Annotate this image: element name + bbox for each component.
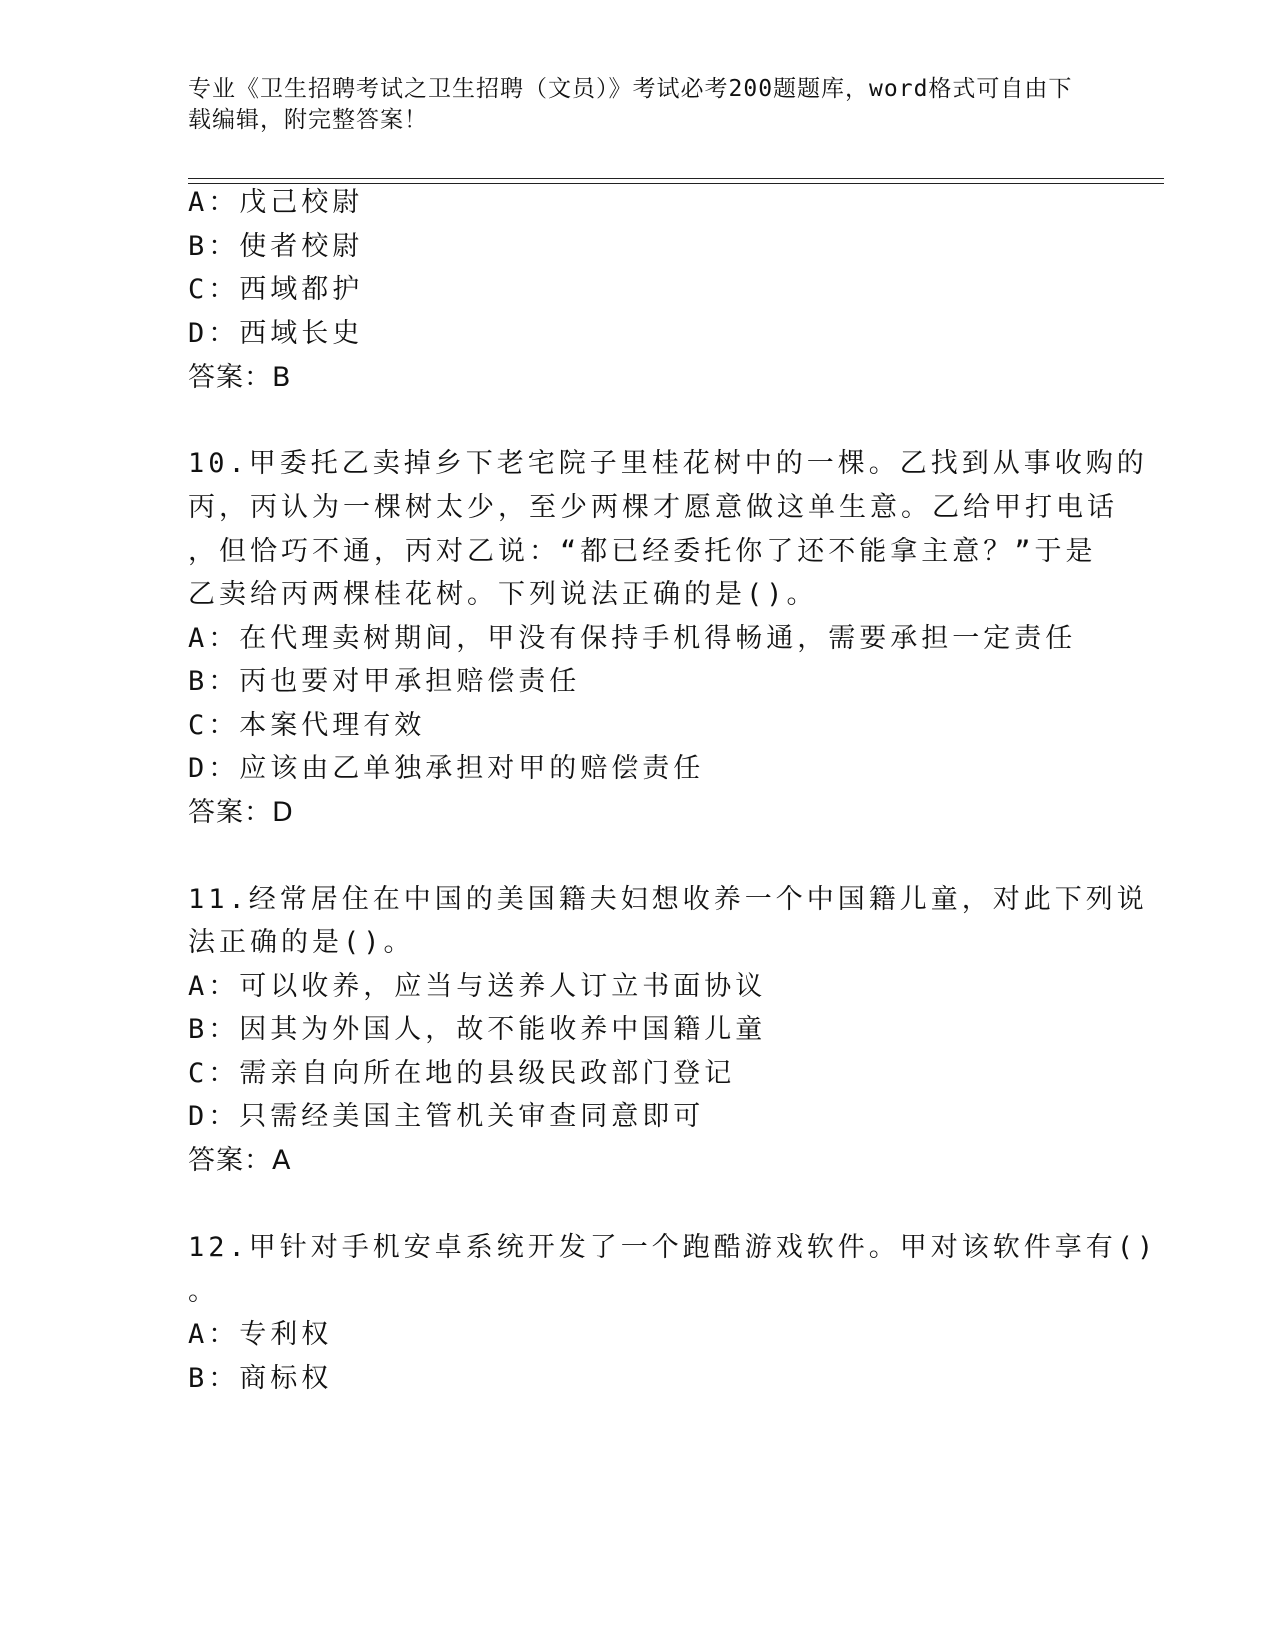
q10-option-a: A：在代理卖树期间，甲没有保持手机得畅通，需要承担一定责任 (188, 623, 1077, 654)
q11-option-d: D：只需经美国主管机关审查同意即可 (188, 1101, 705, 1132)
q9-option-d: D：西域长史 (188, 318, 364, 349)
q10-answer: 答案：D (188, 797, 294, 828)
header-divider-bottom (188, 183, 1164, 184)
q11-option-a: A：可以收养，应当与送养人订立书面协议 (188, 971, 767, 1002)
q10-stem-line-2: 丙，丙认为一棵树太少，至少两棵才愿意做这单生意。乙给甲打电话 (188, 492, 1118, 523)
q12-stem-line-2: 。 (188, 1276, 219, 1307)
q9-answer: 答案：B (188, 362, 292, 393)
q12-option-b: B：商标权 (188, 1363, 333, 1394)
q11-option-c: C：需亲自向所在地的县级民政部门登记 (188, 1058, 736, 1089)
q10-stem-line-1: 10.甲委托乙卖掉乡下老宅院子里桂花树中的一棵。乙找到从事收购的 (188, 448, 1148, 479)
q12-stem-line-1: 12.甲针对手机安卓系统开发了一个跑酷游戏软件。甲对该软件享有() (188, 1232, 1158, 1263)
q9-option-b: B：使者校尉 (188, 231, 364, 262)
q10-option-d: D：应该由乙单独承担对甲的赔偿责任 (188, 753, 705, 784)
header-divider-top (188, 178, 1164, 179)
document-header: 专业《卫生招聘考试之卫生招聘（文员）》考试必考200题题库，word格式可自由下载编辑，附完整答案！ (188, 76, 1073, 133)
q10-stem-line-4: 乙卖给丙两棵桂花树。下列说法正确的是()。 (188, 579, 818, 610)
q12-option-a: A：专利权 (188, 1319, 333, 1350)
q10-stem-line-3: ，但恰巧不通，丙对乙说：“都已经委托你了还不能拿主意？”于是 (188, 536, 1097, 567)
q10-option-c: C：本案代理有效 (188, 710, 426, 741)
q9-option-c: C：西域都护 (188, 274, 364, 305)
q11-stem-line-2: 法正确的是()。 (188, 927, 415, 958)
q11-option-b: B：因其为外国人，故不能收养中国籍儿童 (188, 1014, 767, 1045)
q10-option-b: B：丙也要对甲承担赔偿责任 (188, 666, 581, 697)
q11-stem-line-1: 11.经常居住在中国的美国籍夫妇想收养一个中国籍儿童，对此下列说 (188, 884, 1148, 915)
q9-option-a: A：戊己校尉 (188, 187, 364, 218)
q11-answer: 答案：A (188, 1145, 292, 1176)
